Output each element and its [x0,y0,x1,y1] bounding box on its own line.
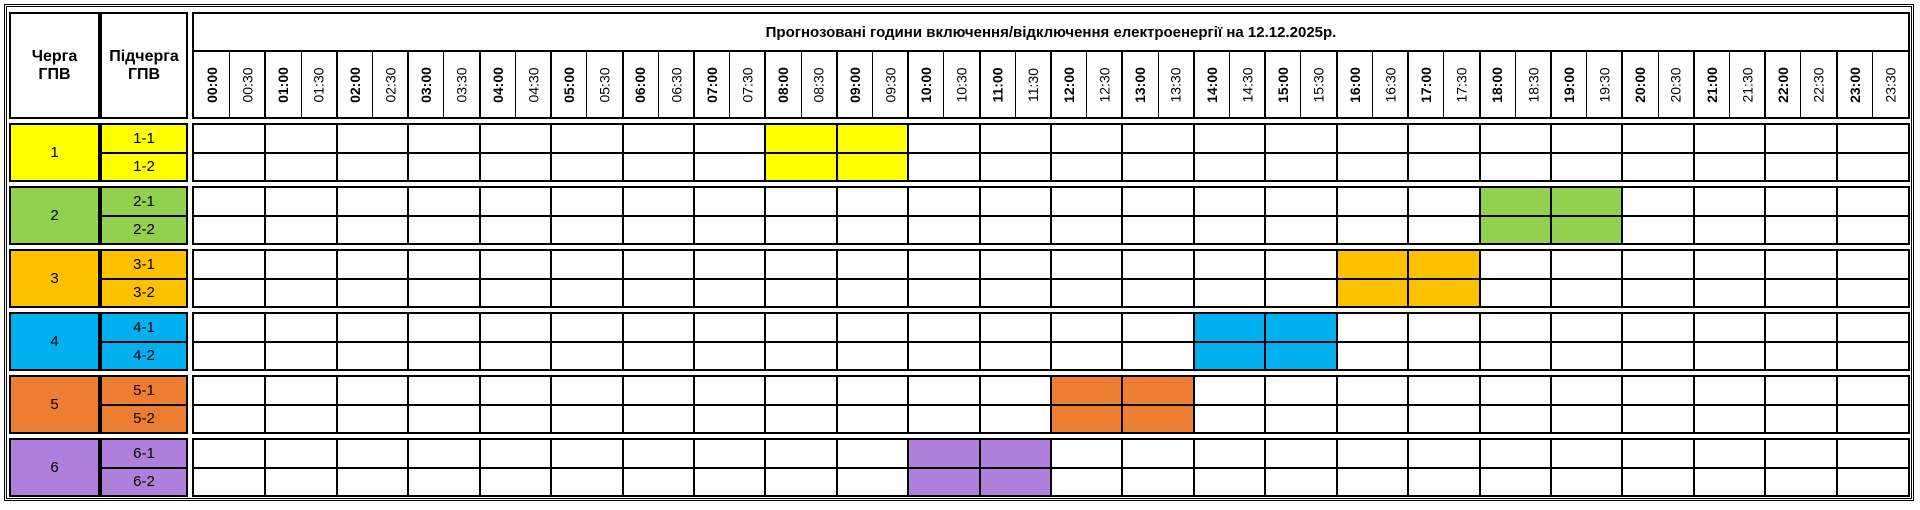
queue-group-5 [9,375,100,434]
schedule-row-3 [192,249,1910,308]
time-divider [1586,52,1587,117]
time-label: 06:00 [632,66,649,103]
queue-header: Черга ГПВ [31,47,78,83]
subqueue-label: 6-1 [133,445,155,463]
time-label: 12:00 [1060,66,1077,103]
time-divider [1229,52,1230,117]
subqueue-header: Підчерга ГПВ [109,47,179,83]
subqueue-box-1 [100,123,188,182]
time-divider [1407,52,1409,117]
time-divider [1621,52,1623,117]
time-label: 06:30 [668,66,685,103]
time-label: 17:30 [1453,66,1470,103]
time-divider [515,52,516,117]
time-label: 11:30 [1025,67,1042,102]
time-label: 19:00 [1560,66,1577,103]
subqueue-label: 5-2 [133,409,155,427]
subqueue-label: 6-2 [133,472,155,490]
time-label: 13:30 [1167,66,1184,103]
queue-group-6 [9,438,100,497]
queue-group-2 [9,186,100,245]
time-label: 08:30 [810,66,827,103]
subqueue-divider [102,278,186,280]
time-label: 05:00 [560,66,577,103]
time-label: 03:30 [453,66,470,103]
time-label: 13:00 [1132,66,1149,103]
subqueue-divider [102,152,186,154]
queue-label: 3 [50,270,59,287]
time-divider [550,52,552,117]
time-label: 01:00 [275,66,292,103]
queue-header-box [9,12,100,119]
time-divider [1515,52,1516,117]
subqueue-label: 5-1 [133,382,155,400]
time-header-box [192,12,1910,119]
subqueue-divider [102,467,186,469]
time-divider [264,52,266,117]
time-divider [658,52,659,117]
time-divider [443,52,444,117]
subqueue-label: 1-2 [133,157,155,175]
schedule-row-5 [192,375,1910,434]
time-label: 23:30 [1882,66,1899,103]
time-label: 14:00 [1203,66,1220,103]
time-divider [1300,52,1301,117]
time-label: 18:00 [1489,66,1506,103]
time-divider [943,52,944,117]
time-label: 15:00 [1275,66,1292,103]
time-label: 03:00 [418,66,435,103]
time-divider [979,52,981,117]
subqueue-box-2 [100,186,188,245]
time-divider [907,52,909,117]
time-label: 16:30 [1382,66,1399,103]
subqueue-divider [102,215,186,217]
time-label: 02:30 [382,66,399,103]
time-label: 16:00 [1346,66,1363,103]
time-label: 15:30 [1310,66,1327,103]
subqueue-divider [102,341,186,343]
sub-row-divider [194,278,1908,280]
time-divider [1729,52,1730,117]
time-label: 10:00 [918,66,935,103]
time-divider [1550,52,1552,117]
time-label: 20:30 [1667,66,1684,103]
queue-group-1 [9,123,100,182]
time-label: 12:30 [1096,66,1113,103]
queue-group-4 [9,312,100,371]
time-divider [1015,52,1016,117]
time-label: 17:00 [1417,66,1434,103]
time-divider [1121,52,1123,117]
queue-label: 4 [50,333,59,350]
time-divider [622,52,624,117]
sub-row-divider [194,467,1908,469]
subqueue-box-3 [100,249,188,308]
time-divider [1050,52,1052,117]
schedule-row-1 [192,123,1910,182]
time-divider [1158,52,1159,117]
time-divider [729,52,730,117]
schedule-title: Прогнозовані години включення/відключення електроенергії на 12.12.2025р. [765,23,1337,41]
sub-row-divider [194,404,1908,406]
queue-label: 6 [50,459,59,476]
subqueue-label: 3-2 [133,283,155,301]
subqueue-label: 3-1 [133,256,155,274]
time-divider [1086,52,1087,117]
time-divider [1872,52,1873,117]
time-divider [372,52,373,117]
time-label: 18:30 [1525,66,1542,103]
time-divider [693,52,695,117]
subqueue-label: 4-1 [133,319,155,337]
time-divider [229,52,230,117]
time-divider [1693,52,1695,117]
subqueue-label: 4-2 [133,346,155,364]
subqueue-box-5 [100,375,188,434]
time-label: 07:00 [703,66,720,103]
time-label: 05:30 [596,66,613,103]
time-divider [1658,52,1659,117]
schedule-row-2 [192,186,1910,245]
time-divider [1479,52,1481,117]
time-label: 21:00 [1703,66,1720,103]
time-label: 02:00 [346,66,363,103]
time-label: 10:30 [953,66,970,103]
time-label: 20:00 [1632,66,1649,103]
time-label: 08:00 [775,66,792,103]
time-divider [586,52,587,117]
schedule-row-6 [192,438,1910,497]
time-label: 09:00 [846,66,863,103]
sub-row-divider [194,152,1908,154]
subqueue-label: 1-1 [133,130,155,148]
time-label: 14:30 [1239,66,1256,103]
time-label: 09:30 [882,66,899,103]
queue-group-3 [9,249,100,308]
time-divider [1764,52,1766,117]
time-divider [1800,52,1801,117]
time-label: 21:30 [1739,66,1756,103]
time-divider [479,52,481,117]
schedule-row-4 [192,312,1910,371]
time-label: 04:30 [525,66,542,103]
time-divider [1836,52,1838,117]
sub-row-divider [194,341,1908,343]
queue-label: 2 [50,207,59,224]
time-divider [336,52,338,117]
subqueue-box-6 [100,438,188,497]
time-divider [801,52,802,117]
time-divider [1336,52,1338,117]
queue-label: 5 [50,396,59,413]
time-divider [872,52,873,117]
time-divider [1193,52,1195,117]
time-divider [1264,52,1266,117]
time-divider [1443,52,1444,117]
subqueue-label: 2-2 [133,220,155,238]
time-label: 04:00 [489,66,506,103]
time-label: 22:00 [1775,66,1792,103]
sub-row-divider [194,215,1908,217]
queue-label: 1 [50,144,59,161]
subqueue-divider [102,404,186,406]
time-divider [764,52,766,117]
time-divider [836,52,838,117]
subqueue-header-box [100,12,188,119]
time-label: 01:30 [310,66,327,103]
time-divider [407,52,409,117]
time-label: 00:30 [239,66,256,103]
time-label: 19:30 [1596,66,1613,103]
time-label: 23:00 [1846,66,1863,103]
time-divider [1372,52,1373,117]
time-divider [301,52,302,117]
time-label: 22:30 [1810,66,1827,103]
time-label: 11:00 [989,66,1006,103]
time-label: 00:00 [203,66,220,103]
subqueue-box-4 [100,312,188,371]
subqueue-label: 2-1 [133,193,155,211]
time-label: 07:30 [739,66,756,103]
